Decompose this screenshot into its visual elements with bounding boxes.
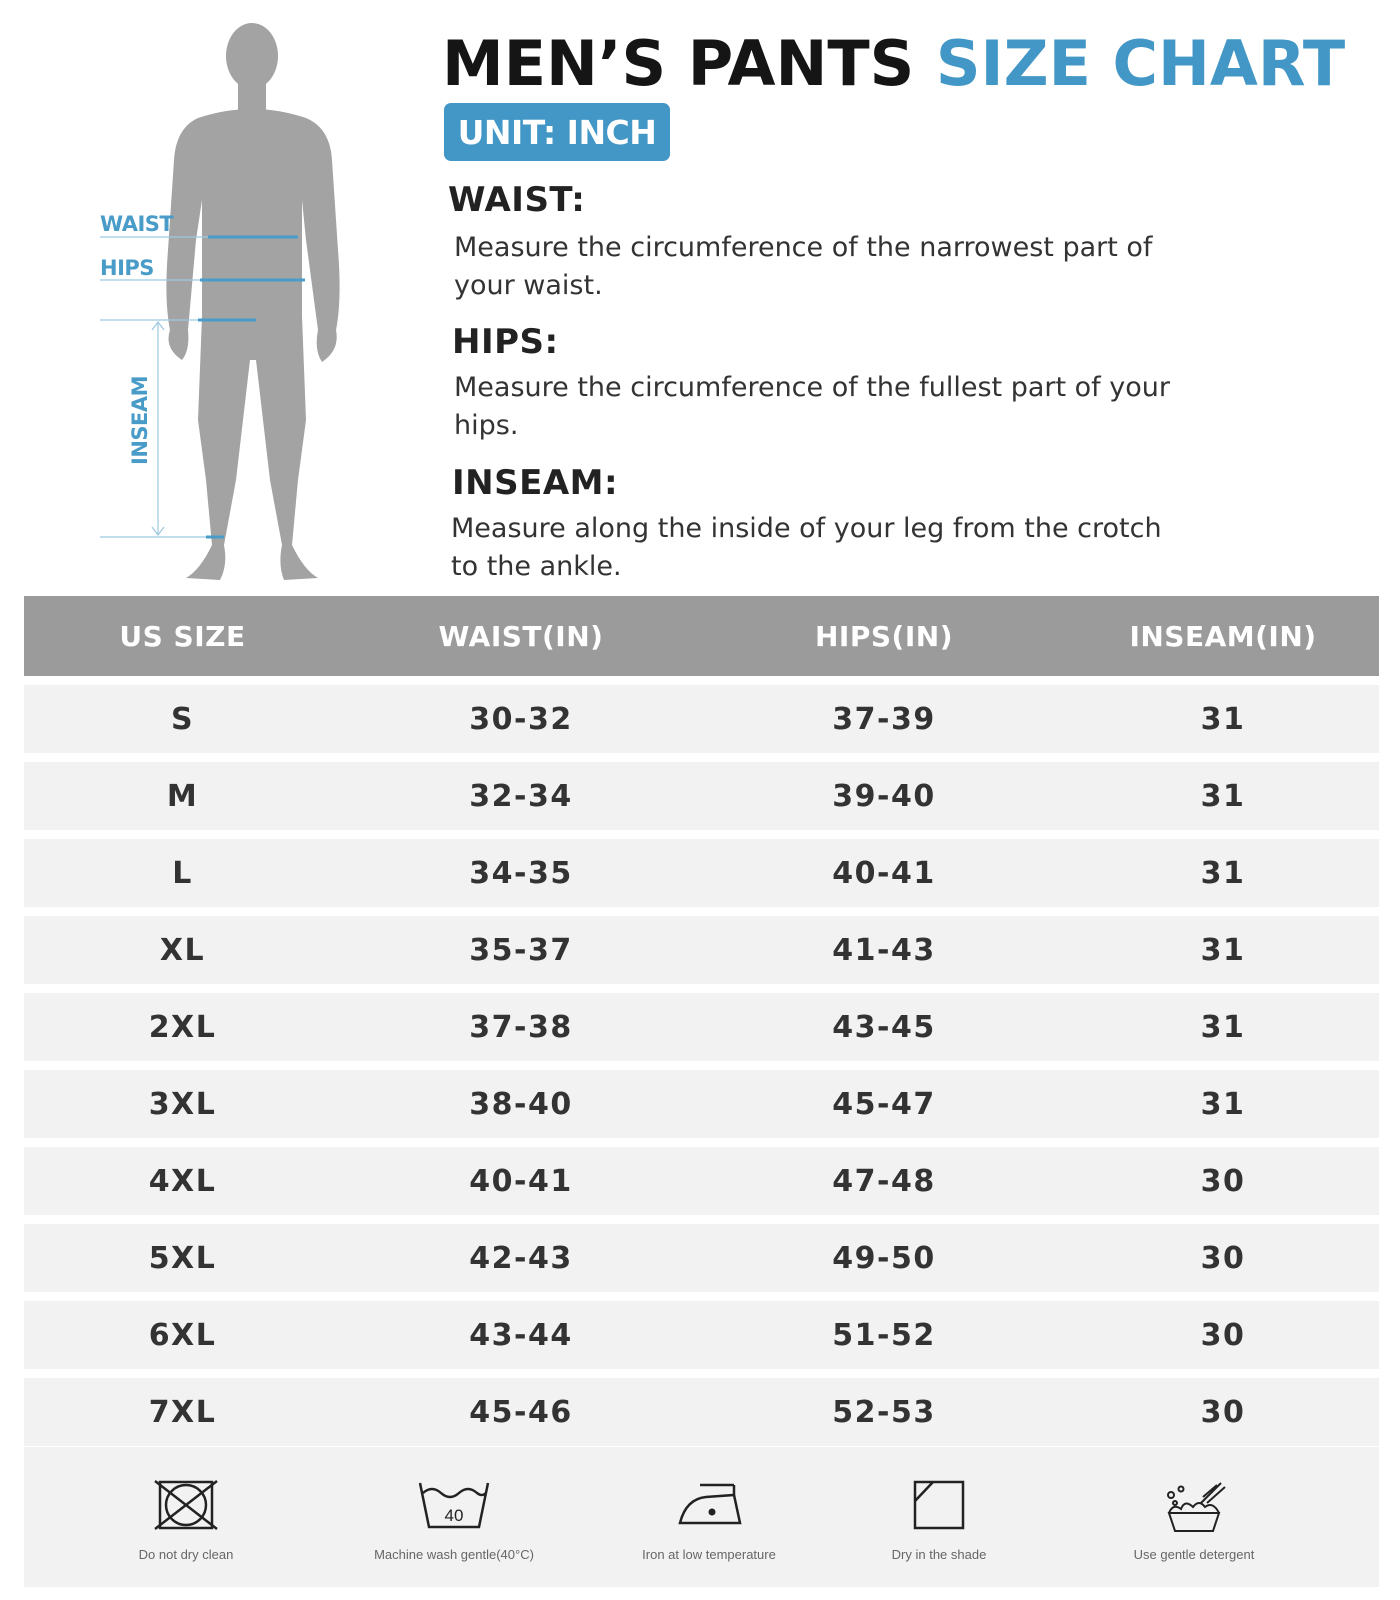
- gentle-detergent-icon: [1161, 1479, 1227, 1535]
- cell-waist: 34-35: [469, 855, 573, 891]
- human-silhouette-icon: [0, 0, 430, 600]
- table-row: [24, 916, 1379, 984]
- cell-waist: 32-34: [469, 778, 573, 814]
- table-header-row: [24, 596, 1379, 676]
- cell-hips: 41-43: [832, 932, 936, 968]
- cell-size: 6XL: [148, 1317, 217, 1353]
- column-header-inseam: INSEAM(IN): [1129, 619, 1317, 653]
- definition-text-waist: [454, 229, 1174, 305]
- care-label: Do not dry clean: [138, 1547, 234, 1562]
- column-header-hips: HIPS(IN): [815, 619, 953, 653]
- care-item-machine-wash: [354, 1447, 554, 1587]
- definition-text-inseam: [451, 510, 1171, 586]
- definition-text-line: hips.: [454, 410, 519, 441]
- cell-waist: 45-46: [469, 1394, 573, 1430]
- definition-text-line: your waist.: [454, 270, 603, 301]
- cell-size: M: [166, 778, 199, 814]
- cell-hips: 37-39: [832, 701, 936, 737]
- cell-hips: 39-40: [832, 778, 936, 814]
- cell-size: 7XL: [148, 1394, 217, 1430]
- machine-wash-40-icon: [417, 1479, 491, 1531]
- cell-waist: 37-38: [469, 1009, 573, 1045]
- definition-text-hips: [454, 369, 1174, 445]
- cell-hips: 51-52: [832, 1317, 936, 1353]
- cell-size: XL: [159, 932, 206, 968]
- cell-hips: 43-45: [832, 1009, 936, 1045]
- care-item-iron-low: [624, 1447, 794, 1587]
- care-label: Use gentle detergent: [1133, 1547, 1255, 1562]
- cell-inseam: 30: [1200, 1394, 1246, 1430]
- table-row: [24, 685, 1379, 753]
- size-table: [24, 596, 1379, 1446]
- cell-inseam: 30: [1200, 1163, 1246, 1199]
- definition-text-line: Measure the circumference of the fullest part of your: [454, 372, 1170, 403]
- cell-hips: 52-53: [832, 1394, 936, 1430]
- cell-size: L: [172, 855, 193, 891]
- table-row: [24, 1301, 1379, 1369]
- cell-inseam: 30: [1200, 1240, 1246, 1276]
- care-label: Iron at low temperature: [642, 1547, 776, 1562]
- cell-waist: 35-37: [469, 932, 573, 968]
- iron-low-icon: [676, 1479, 742, 1531]
- definition-text-line: to the ankle.: [451, 551, 622, 582]
- cell-inseam: 31: [1200, 855, 1246, 891]
- care-instructions-bar: [24, 1447, 1379, 1587]
- table-row: [24, 993, 1379, 1061]
- no-dry-clean-icon: [153, 1479, 219, 1531]
- cell-waist: 40-41: [469, 1163, 573, 1199]
- care-item-no-dry-clean: [106, 1447, 266, 1587]
- cell-inseam: 31: [1200, 701, 1246, 737]
- figure-label-waist: WAIST: [100, 212, 174, 236]
- cell-hips: 47-48: [832, 1163, 936, 1199]
- cell-inseam: 31: [1200, 932, 1246, 968]
- care-item-gentle-detergent: [1104, 1447, 1284, 1587]
- table-row: [24, 1070, 1379, 1138]
- cell-inseam: 31: [1200, 1086, 1246, 1122]
- cell-size: 4XL: [148, 1163, 217, 1199]
- table-row: [24, 1224, 1379, 1292]
- cell-waist: 38-40: [469, 1086, 573, 1122]
- cell-waist: 42-43: [469, 1240, 573, 1276]
- figure-label-hips: HIPS: [100, 256, 154, 280]
- cell-waist: 30-32: [469, 701, 573, 737]
- table-row: [24, 1378, 1379, 1446]
- column-header-waist: WAIST(IN): [438, 619, 604, 653]
- cell-size: S: [170, 701, 195, 737]
- definition-heading-waist: WAIST:: [448, 180, 586, 220]
- definition-heading-inseam: INSEAM:: [452, 463, 619, 503]
- unit-badge: UNIT: INCH: [444, 103, 670, 161]
- table-row: [24, 762, 1379, 830]
- cell-inseam: 31: [1200, 778, 1246, 814]
- care-label: Machine wash gentle(40°C): [374, 1547, 534, 1562]
- title-part-blue: SIZE CHART: [935, 27, 1346, 100]
- cell-hips: 49-50: [832, 1240, 936, 1276]
- cell-size: 2XL: [148, 1009, 217, 1045]
- definition-text-line: Measure along the inside of your leg from the crotch: [451, 513, 1162, 544]
- cell-size: 3XL: [148, 1086, 217, 1122]
- table-row: [24, 839, 1379, 907]
- cell-waist: 43-44: [469, 1317, 573, 1353]
- body-measurement-figure: [0, 0, 430, 600]
- definition-heading-hips: HIPS:: [452, 322, 559, 362]
- cell-inseam: 31: [1200, 1009, 1246, 1045]
- page-title: [442, 24, 1345, 104]
- dry-in-shade-icon: [911, 1479, 967, 1531]
- cell-hips: 45-47: [832, 1086, 936, 1122]
- definition-text-line: Measure the circumference of the narrowest part of: [454, 232, 1153, 263]
- care-item-dry-in-shade: [864, 1447, 1014, 1587]
- figure-label-inseam: INSEAM: [128, 375, 152, 465]
- cell-inseam: 30: [1200, 1317, 1246, 1353]
- wash-temp-text: 40: [444, 1506, 464, 1525]
- column-header-us-size: US SIZE: [119, 619, 246, 653]
- table-row: [24, 1147, 1379, 1215]
- care-label: Dry in the shade: [891, 1547, 987, 1562]
- cell-hips: 40-41: [832, 855, 936, 891]
- cell-size: 5XL: [148, 1240, 217, 1276]
- title-part-black: MEN’S PANTS: [442, 27, 915, 100]
